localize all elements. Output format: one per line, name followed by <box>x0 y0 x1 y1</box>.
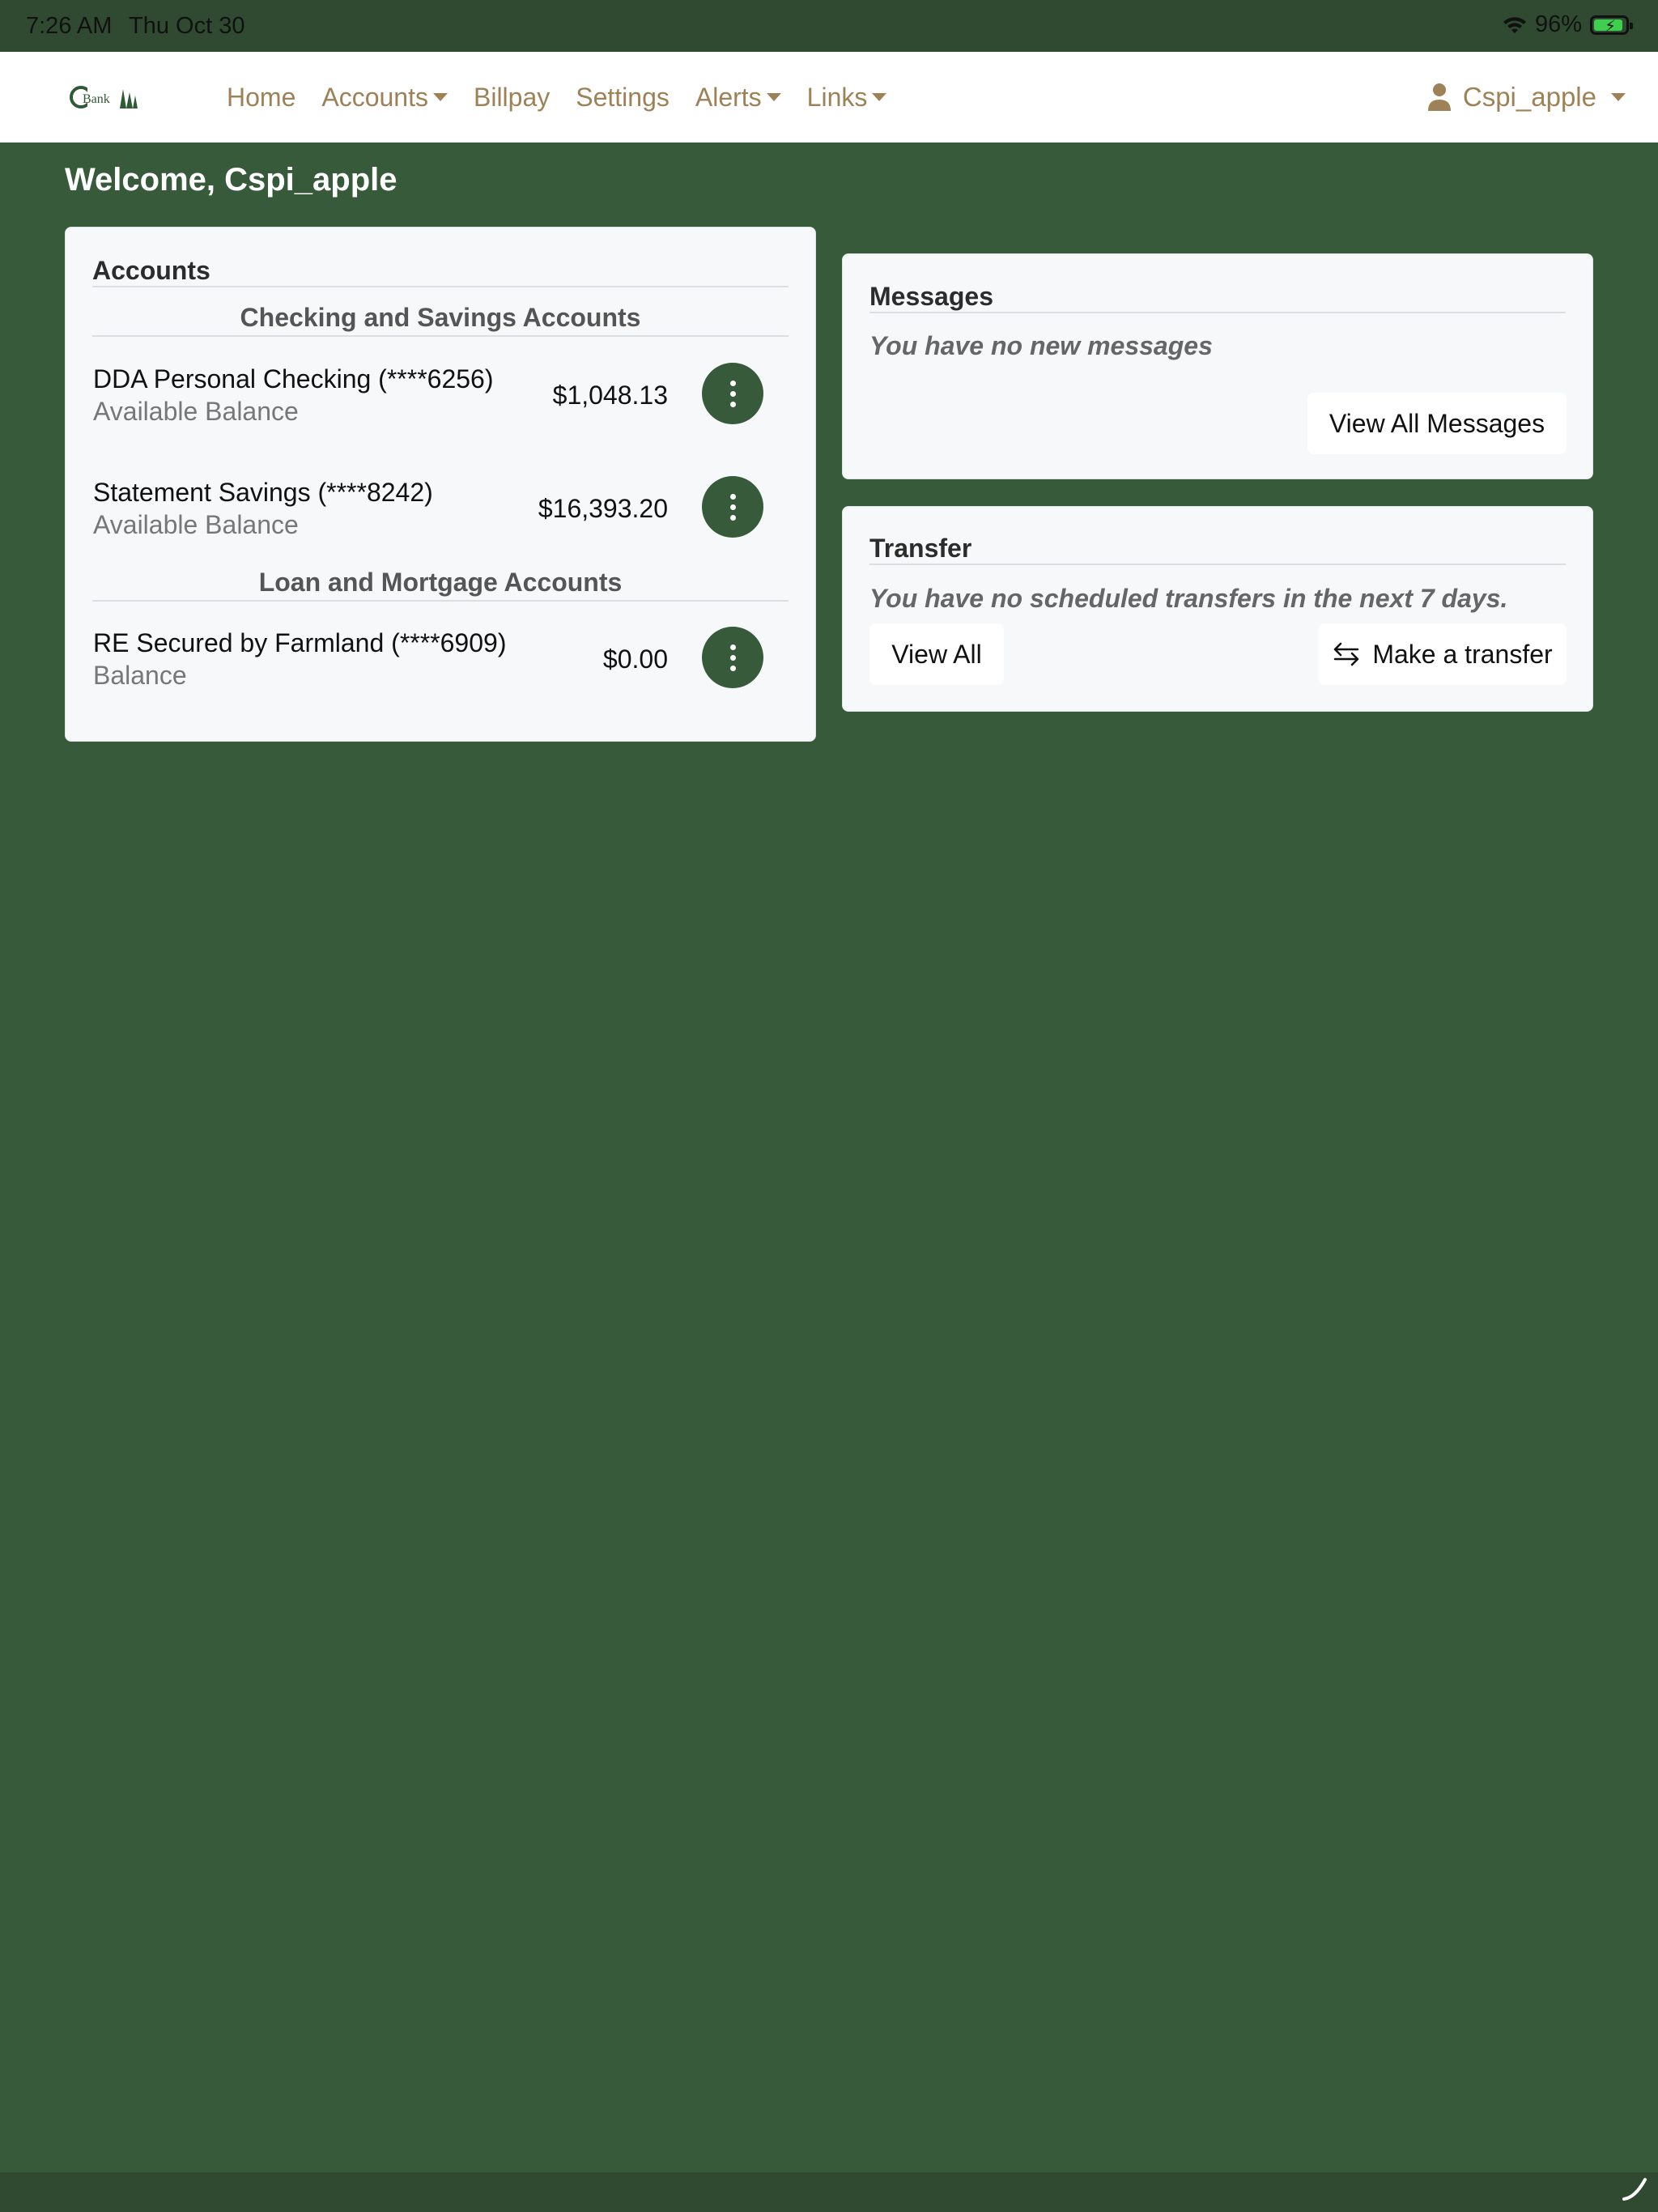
transfer-card-title: Transfer <box>869 534 972 563</box>
bottom-bar <box>0 2172 1658 2212</box>
account-name[interactable]: Statement Savings (****8242) <box>93 478 433 507</box>
make-transfer-label: Make a transfer <box>1372 639 1553 669</box>
transfer-arrows-icon <box>1332 641 1361 667</box>
scribble-icon <box>1621 2175 1648 2202</box>
account-menu-button[interactable] <box>702 627 763 688</box>
nav-settings[interactable]: Settings <box>576 82 670 112</box>
section-title: Loan and Mortgage Accounts <box>258 568 623 597</box>
transfer-card <box>842 506 1593 712</box>
accounts-card <box>65 227 816 742</box>
account-balance: $1,048.13 <box>552 381 668 410</box>
nav-alerts[interactable]: Alerts <box>695 83 781 113</box>
account-balance-label: Balance <box>93 661 187 690</box>
account-name[interactable]: DDA Personal Checking (****6256) <box>93 364 494 393</box>
nav-billpay[interactable]: Billpay <box>473 82 551 112</box>
view-all-transfers-button[interactable]: View All <box>869 623 1004 685</box>
caret-down-icon <box>433 93 448 101</box>
section-title: Checking and Savings Accounts <box>240 303 641 332</box>
messages-card-title: Messages <box>869 282 993 311</box>
status-indicators <box>1503 11 1629 38</box>
caret-down-icon <box>1611 93 1626 101</box>
svg-text:Bank: Bank <box>83 92 110 106</box>
status-time: 7:26 AM <box>26 13 113 39</box>
make-transfer-button[interactable] <box>1318 623 1567 685</box>
account-balance: $0.00 <box>602 644 668 674</box>
nav-accounts[interactable]: Accounts <box>321 83 448 113</box>
status-date: Thu Oct 30 <box>129 13 245 39</box>
caret-down-icon <box>872 93 886 101</box>
status-bar <box>0 0 1658 52</box>
nav-links <box>227 52 912 143</box>
accounts-card-title: Accounts <box>92 256 210 285</box>
messages-empty-text: You have no new messages <box>869 331 1213 360</box>
user-icon <box>1427 83 1452 112</box>
nav-links-menu[interactable]: Links <box>807 83 887 113</box>
battery-icon: ⚡ <box>1590 15 1629 35</box>
wifi-icon <box>1503 15 1527 35</box>
battery-percent: 96% <box>1534 11 1582 37</box>
view-all-messages-button[interactable]: View All Messages <box>1307 393 1567 454</box>
top-navbar <box>0 52 1658 143</box>
messages-card <box>842 253 1593 479</box>
nav-home[interactable]: Home <box>227 82 296 112</box>
account-balance: $16,393.20 <box>538 494 668 523</box>
account-name[interactable]: RE Secured by Farmland (****6909) <box>93 628 507 657</box>
account-menu-button[interactable] <box>702 476 763 538</box>
page-title: Welcome, Cspi_apple <box>65 162 397 198</box>
bank-logo[interactable] <box>70 81 139 113</box>
transfer-empty-text: You have no scheduled transfers in the next 7 days. <box>869 584 1508 613</box>
caret-down-icon <box>767 93 781 101</box>
user-name: Cspi_apple <box>1462 82 1596 112</box>
user-menu[interactable] <box>1427 52 1626 143</box>
account-balance-label: Available Balance <box>93 510 299 539</box>
account-balance-label: Available Balance <box>93 397 299 426</box>
account-menu-button[interactable] <box>702 363 763 424</box>
